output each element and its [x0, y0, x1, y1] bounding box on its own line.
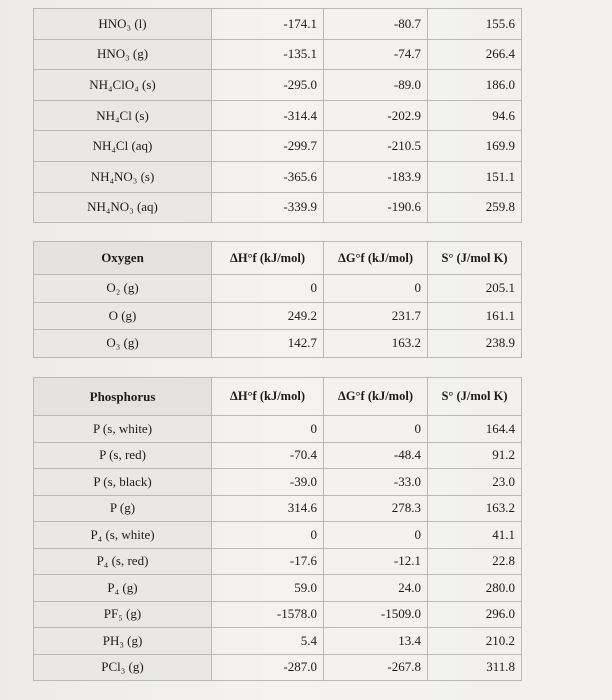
table-row [34, 469, 522, 496]
enthalpy-cell: -39.0 [212, 469, 324, 496]
enthalpy-header: ΔH°f (kJ/mol) [212, 242, 324, 275]
gibbs-cell: -74.7 [324, 39, 428, 70]
enthalpy-cell: 0 [212, 416, 324, 443]
gibbs-cell: -48.4 [324, 442, 428, 469]
formula-cell: O₃ (g) [34, 330, 212, 358]
enthalpy-cell: -135.1 [212, 39, 324, 70]
table-header-row [34, 378, 522, 416]
gibbs-cell: 163.2 [324, 330, 428, 358]
formula-cell: O₂ (g) [34, 275, 212, 303]
enthalpy-cell: 142.7 [212, 330, 324, 358]
gibbs-header: ΔG°f (kJ/mol) [324, 242, 428, 275]
formula-cell: P (s, red) [34, 442, 212, 469]
enthalpy-cell: -174.1 [212, 9, 324, 40]
entropy-cell: 23.0 [428, 469, 522, 496]
table-header-row [34, 242, 522, 275]
formula-cell: P (s, black) [34, 469, 212, 496]
oxygen-table [33, 241, 522, 358]
gibbs-header: ΔG°f (kJ/mol) [324, 378, 428, 416]
entropy-cell: 266.4 [428, 39, 522, 70]
entropy-cell: 296.0 [428, 601, 522, 628]
entropy-header: S° (J/mol K) [428, 242, 522, 275]
formula-cell: PH₃ (g) [34, 628, 212, 655]
gibbs-cell: 231.7 [324, 302, 428, 330]
formula-cell: HNO₃ (l) [34, 9, 212, 40]
gibbs-cell: 0 [324, 416, 428, 443]
entropy-cell: 259.8 [428, 192, 522, 223]
enthalpy-cell: -17.6 [212, 548, 324, 575]
enthalpy-cell: 0 [212, 275, 324, 303]
nitrogen-compounds-table [33, 8, 522, 223]
entropy-cell: 91.2 [428, 442, 522, 469]
table-row [34, 495, 522, 522]
table-row [34, 131, 522, 162]
enthalpy-cell: 59.0 [212, 575, 324, 602]
table-row [34, 9, 522, 40]
table-row [34, 601, 522, 628]
enthalpy-cell: -314.4 [212, 100, 324, 131]
table-row [34, 275, 522, 303]
enthalpy-cell: -70.4 [212, 442, 324, 469]
gibbs-cell: 278.3 [324, 495, 428, 522]
gibbs-cell: -210.5 [324, 131, 428, 162]
entropy-cell: 94.6 [428, 100, 522, 131]
gibbs-cell: -202.9 [324, 100, 428, 131]
formula-cell: PCl₃ (g) [34, 654, 212, 681]
enthalpy-cell: -295.0 [212, 70, 324, 101]
table-row [34, 575, 522, 602]
table-row [34, 416, 522, 443]
phosphorus-table [33, 377, 522, 681]
formula-cell: NH₄NO₃ (aq) [34, 192, 212, 223]
enthalpy-cell: -1578.0 [212, 601, 324, 628]
formula-cell: NH₄Cl (s) [34, 100, 212, 131]
formula-cell: P (g) [34, 495, 212, 522]
enthalpy-cell: 0 [212, 522, 324, 549]
table-row [34, 302, 522, 330]
gibbs-cell: -12.1 [324, 548, 428, 575]
table-row [34, 161, 522, 192]
enthalpy-cell: -365.6 [212, 161, 324, 192]
table-row [34, 100, 522, 131]
entropy-cell: 280.0 [428, 575, 522, 602]
gibbs-cell: -89.0 [324, 70, 428, 101]
table-row [34, 442, 522, 469]
gibbs-cell: 0 [324, 275, 428, 303]
entropy-cell: 205.1 [428, 275, 522, 303]
entropy-cell: 311.8 [428, 654, 522, 681]
entropy-cell: 155.6 [428, 9, 522, 40]
gibbs-cell: 0 [324, 522, 428, 549]
entropy-cell: 210.2 [428, 628, 522, 655]
formula-cell: P₄ (g) [34, 575, 212, 602]
enthalpy-cell: -299.7 [212, 131, 324, 162]
enthalpy-cell: 314.6 [212, 495, 324, 522]
enthalpy-cell: -287.0 [212, 654, 324, 681]
formula-cell: P (s, white) [34, 416, 212, 443]
enthalpy-header: ΔH°f (kJ/mol) [212, 378, 324, 416]
gibbs-cell: -80.7 [324, 9, 428, 40]
table-row [34, 654, 522, 681]
entropy-cell: 41.1 [428, 522, 522, 549]
formula-cell: P₄ (s, red) [34, 548, 212, 575]
gibbs-cell: -1509.0 [324, 601, 428, 628]
formula-cell: HNO₃ (g) [34, 39, 212, 70]
gibbs-cell: -267.8 [324, 654, 428, 681]
element-header: Phosphorus [34, 378, 212, 416]
table-row [34, 548, 522, 575]
entropy-cell: 186.0 [428, 70, 522, 101]
enthalpy-cell: 249.2 [212, 302, 324, 330]
table-row [34, 628, 522, 655]
table-row [34, 522, 522, 549]
gibbs-cell: -33.0 [324, 469, 428, 496]
formula-cell: P₄ (s, white) [34, 522, 212, 549]
entropy-cell: 238.9 [428, 330, 522, 358]
enthalpy-cell: 5.4 [212, 628, 324, 655]
table-row [34, 330, 522, 358]
entropy-header: S° (J/mol K) [428, 378, 522, 416]
table-row [34, 70, 522, 101]
table-row [34, 39, 522, 70]
entropy-cell: 164.4 [428, 416, 522, 443]
table-row [34, 192, 522, 223]
gibbs-cell: 13.4 [324, 628, 428, 655]
formula-cell: NH₄NO₃ (s) [34, 161, 212, 192]
entropy-cell: 161.1 [428, 302, 522, 330]
entropy-cell: 22.8 [428, 548, 522, 575]
gibbs-cell: -190.6 [324, 192, 428, 223]
formula-cell: PF₅ (g) [34, 601, 212, 628]
entropy-cell: 163.2 [428, 495, 522, 522]
element-header: Oxygen [34, 242, 212, 275]
entropy-cell: 169.9 [428, 131, 522, 162]
gibbs-cell: -183.9 [324, 161, 428, 192]
gibbs-cell: 24.0 [324, 575, 428, 602]
formula-cell: NH₄ClO₄ (s) [34, 70, 212, 101]
entropy-cell: 151.1 [428, 161, 522, 192]
formula-cell: NH₄Cl (aq) [34, 131, 212, 162]
enthalpy-cell: -339.9 [212, 192, 324, 223]
formula-cell: O (g) [34, 302, 212, 330]
